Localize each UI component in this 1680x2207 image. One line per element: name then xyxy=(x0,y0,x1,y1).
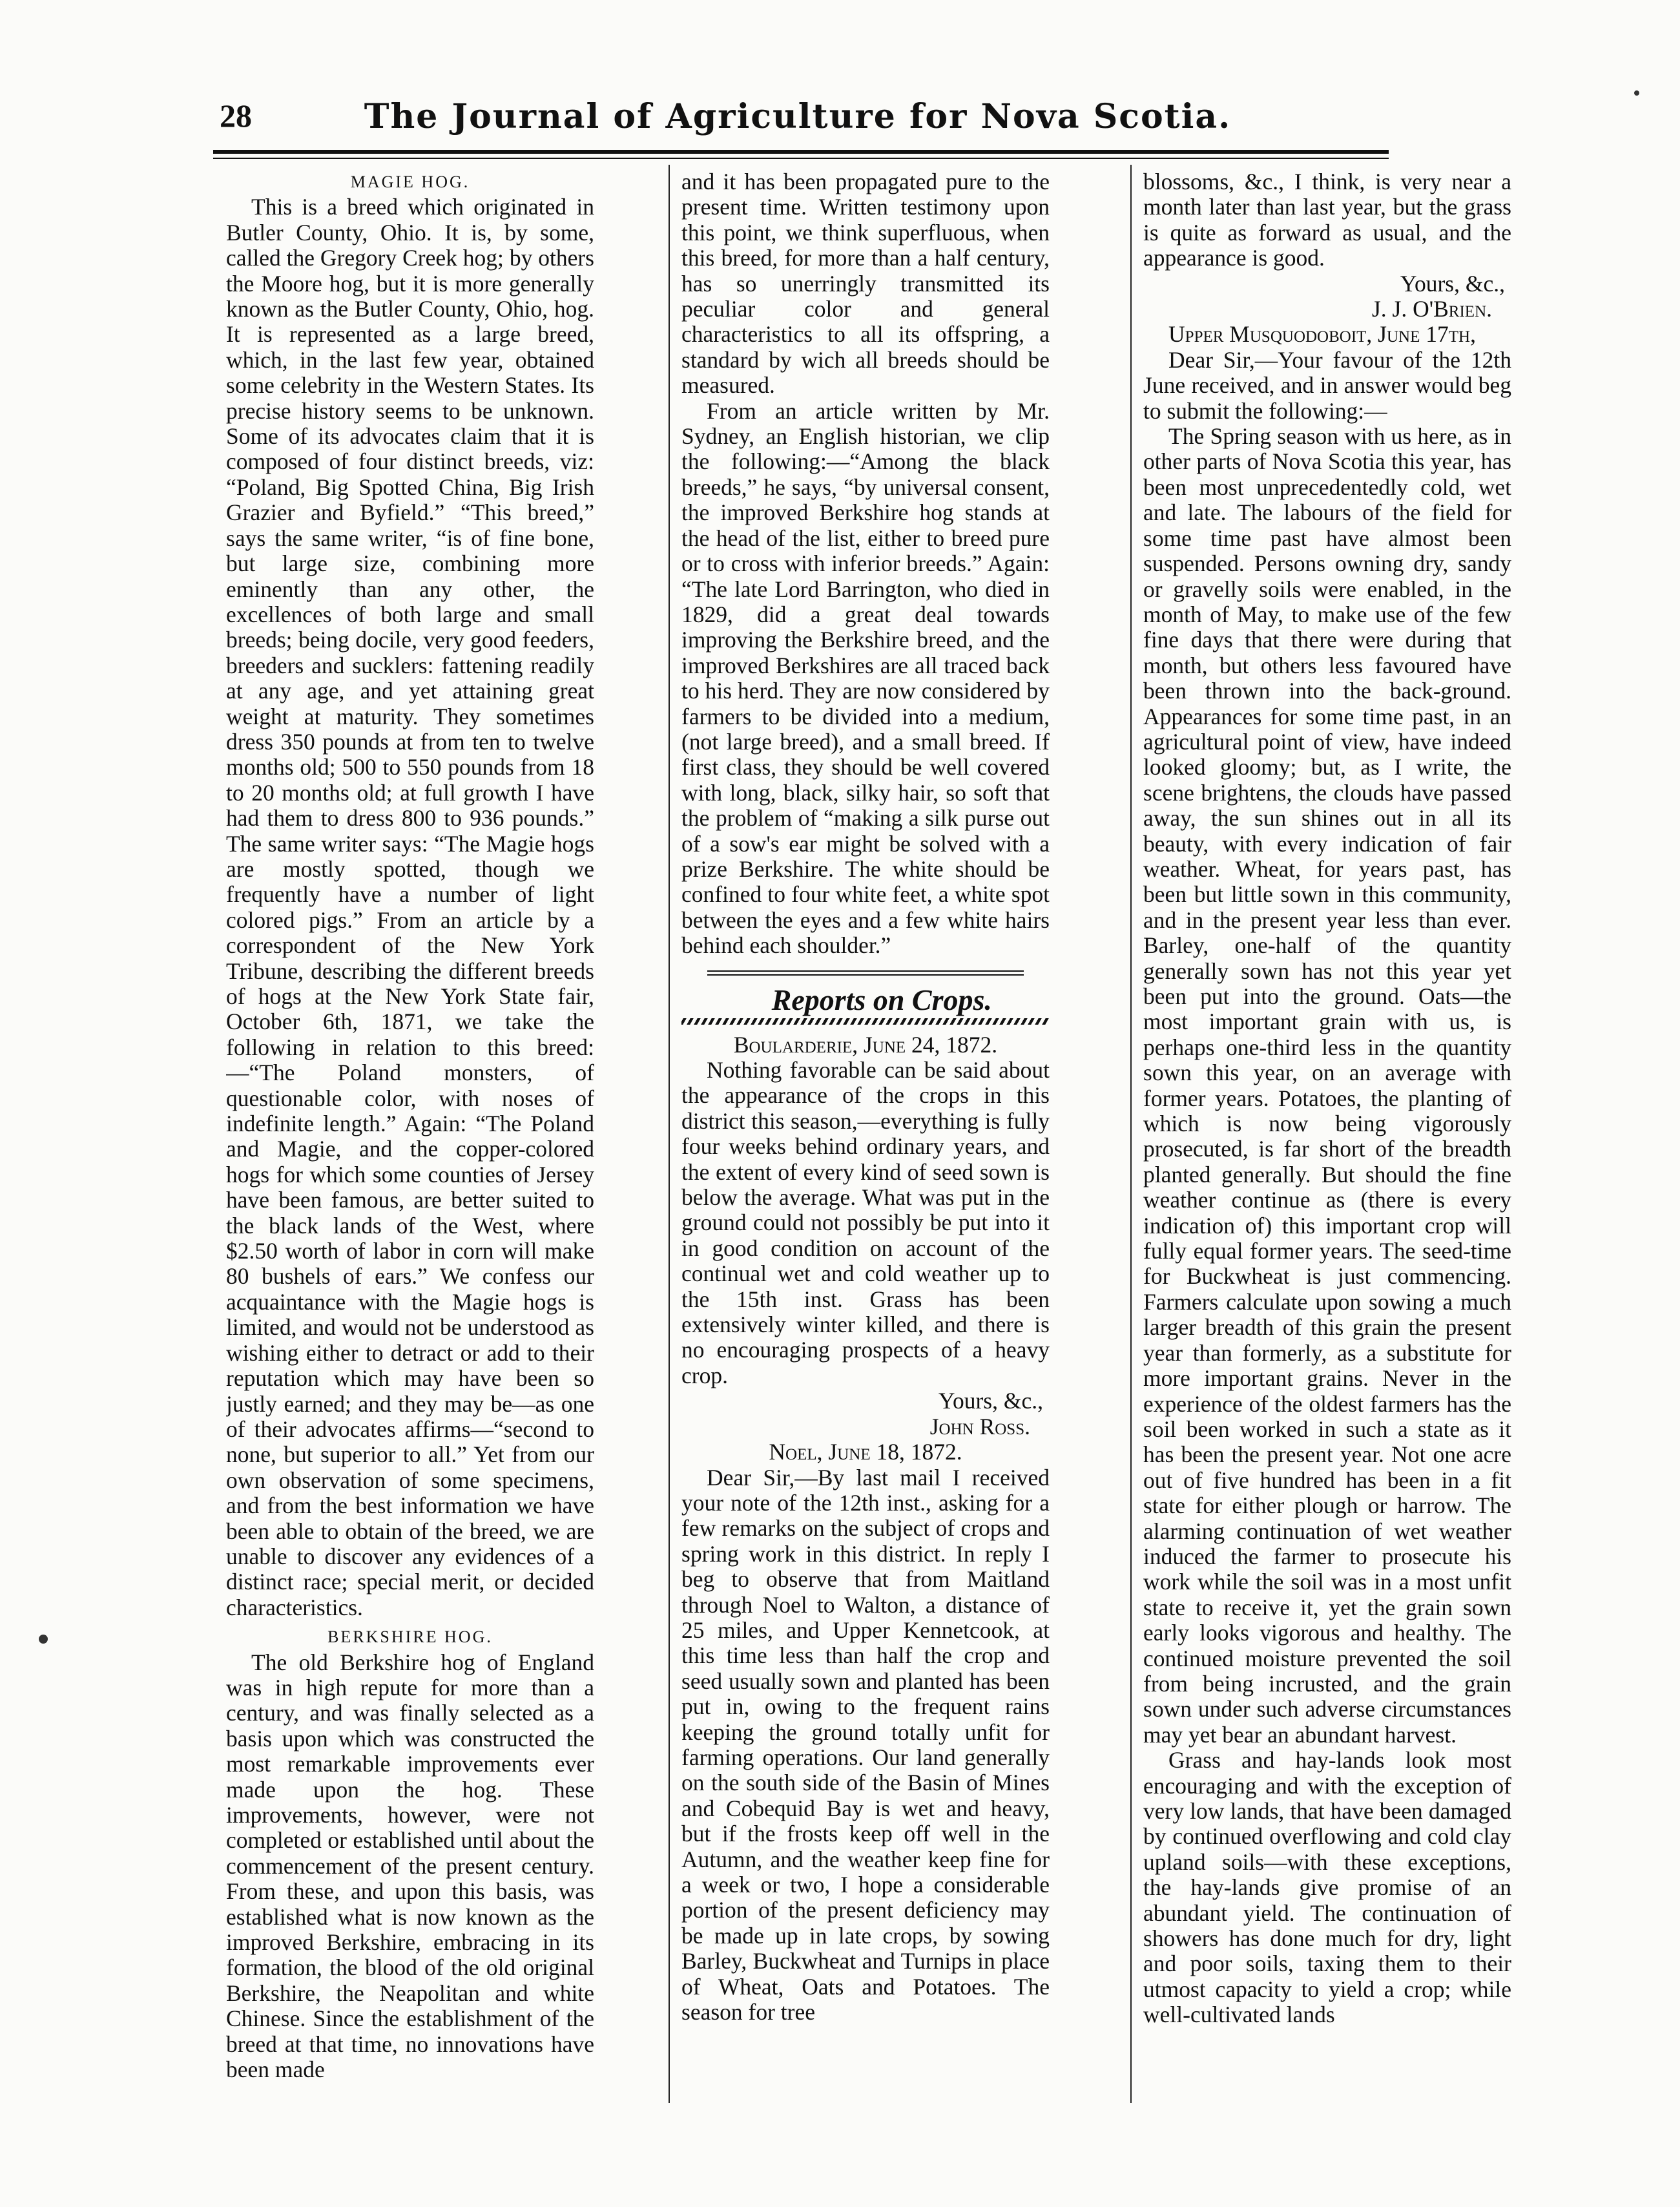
print-speck xyxy=(1634,90,1639,96)
column-3 xyxy=(1143,169,1511,2101)
paragraph: The old Berkshire hog of England was in high repute for more than a century, and was finally selected as a basis upon which was constructed the most remarkable improvements ever made upon the hog. These improvements, however, were not completed or established until about the commencement of the present century. From these, and upon this basis, was established what is now known as the improved Berkshire, embracing in its formation, the blood of the old original Berkshire, the Neapolitan and white Chinese. Since the establishment of the breed at that time, no innovations have been made xyxy=(226,1649,594,2083)
column-divider xyxy=(1130,165,1132,2103)
column-divider xyxy=(669,165,670,2103)
dateline: Boularderie, June 24, 1872. xyxy=(733,1031,998,1058)
column-2 xyxy=(681,169,1050,2101)
header-rule xyxy=(213,150,1389,154)
paragraph: Grass and hay-lands look most encouraging and with the exception of very low lands, that have been damaged by continued overflowing and cold clay upland soils—with these exceptions, the hay-lands give promise of an abundant yield. The continuation of showers has done much for dry, light and poor soils, taxing them to their utmost capacity to yield a crop; while well-cultivated lands xyxy=(1143,1747,1511,2028)
column-1 xyxy=(226,169,594,2101)
ornamental-rule xyxy=(681,1018,1050,1025)
paragraph: blossoms, &c., I think, is very near a month later than last year, but the grass is quite as forward as usual, and the appearance is good. xyxy=(1143,169,1511,271)
letter-signature: John Ross. xyxy=(929,1413,1030,1439)
dateline: Upper Musquodoboit, June 17th, xyxy=(1168,321,1476,348)
paragraph: Dear Sir,—Your favour of the 12th June received, and in answer would beg to submit the following:— xyxy=(1143,346,1511,424)
section-divider xyxy=(707,970,1024,976)
paragraph: and it has been propagated pure to the present time. Written testimony upon this point, we think superfluous, when this breed, for more than a half century, has so unerringly transmitted its peculiar color and general characteristics to all its offspring, a standard by wich all breeds should be measured. xyxy=(681,169,1050,399)
paragraph: The Spring season with us here, as in other parts of Nova Scotia this year, has been most unprecedentedly cold, wet and late. The labours of the field for some time past have almost been suspended. Persons owning dry, sandy or gravelly soils were enabled, in the month of May, to make use of the few fine days that there were during that month, but others less favoured have been thrown into the back-ground. Appearances for some time past, in an agricultural point of view, have indeed looked gloomy; but, as I write, the scene brightens, the clouds have passed away, the sun shines out in all its beauty, with every indication of fair weather. Wheat, for years past, has been but little sown in this community, and in the present year less than ever. Barley, one-half of the quantity generally sown has not this year yet been put into the ground. Oats—the most important grain with us, is perhaps one-third less in the quantity sown this year, on an average with former years. Potatoes, the planting of which is now being vigorously prosecuted, is far short of the breadth planted generally. But should the fine weather continue as (there is every indication of) this important crop will fully equal former years. The seed-time for Buckwheat is just commencing. Farmers calculate upon sowing a much larger breadth of this grain the present year than formerly, as a substitute for more important grains. Never in the experience of the oldest farmers has the soil been worked in such a state as it has been the present year. Not one acre out of five hundred has been in a fit state for either plough or harrow. The alarming continuation of wet weather induced the farmer to prosecute his work while the soil was in a most unfit state to receive it, yet the grain sown early looks vigorous and healthy. The continued moisture prevented the soil from being incrusted, and the grain sown under such adverse circumstances may yet bear an abundant harvest. xyxy=(1143,423,1511,1748)
section-heading-magie-hog: MAGIE HOG. xyxy=(350,173,470,191)
letter-closing: Yours, &c., xyxy=(1400,270,1505,297)
page-header xyxy=(213,97,1382,142)
print-speck xyxy=(39,1635,48,1644)
letter-closing: Yours, &c., xyxy=(938,1388,1043,1414)
section-title-reports-on-crops: Reports on Crops. xyxy=(771,983,992,1016)
journal-title: The Journal of Agriculture for Nova Scotia. xyxy=(364,97,1232,136)
page-number: 28 xyxy=(220,98,252,134)
paragraph: This is a breed which originated in Butler County, Ohio. It is, by some, called the Gregory Creek hog; by others the Moore hog, but it is more generally known as the Butler County, Ohio, hog. It is represented as a large breed, which, in the last few year, obtained some celebrity in the Western States. Its precise history seems to be unknown. Some of its advocates claim that it is composed of four distinct breeds, viz: “Poland, Big Spotted China, Big Irish Grazier and Byfield.” “This breed,” says the same writer, “is of fine bone, but large size, combining more eminently than any other, the excellences of both large and small breeds; being docile, very good feeders, breeders and sucklers: fattening readily at any age, and yet attaining great weight at maturity. They sometimes dress 350 pounds at from ten to twelve months old; 500 to 550 pounds from 18 to 20 months old; at full growth I have had them to dress 800 to 936 pounds.” The same writer says: “The Magie hogs are mostly spotted, though we frequently have a number of light colored pigs.” From an article by a correspondent of the New York Tribune, describing the different breeds of hogs at the New York State fair, October 6th, 1871, we take the following in relation to this breed:—“The Poland monsters, of questionable color, with noses of indefinite length.” Again: “The Poland and Magie, and the copper-colored hogs for which some counties of Jersey have been famous, are better suited to the black lands of the West, where $2.50 worth of labor in corn will make 80 bushels of ears.” We confess our acquaintance with the Magie hogs is limited, and would not be understood as wishing either to detract or add to their reputation which may have been so justly earned; and they may be—as one of their advocates affirms—“second to none, but superior to all.” Yet from our own observation of some specimens, and from the best information we have been able to obtain of the breed, we are unable to discover any evidences of a distinct race; special merit, or decided characteristics. xyxy=(226,194,594,1620)
dateline: Noel, June 18, 1872. xyxy=(769,1439,962,1465)
section-heading-berkshire-hog: BERKSHIRE HOG. xyxy=(327,1627,493,1647)
paragraph: Nothing favorable can be said about the appearance of the crops in this district this season,—everything is fully four weeks behind ordinary years, and the extent of every kind of seed sown is below the average. What was put in the ground could not possibly be put into it in good condition on account of the continual wet and cold weather up to the 15th inst. Grass has been extensively winter killed, and there is no encouraging prospects of a heavy crop. xyxy=(681,1057,1050,1388)
paragraph: From an article written by Mr. Sydney, an English historian, we clip the following:—“Among the black breeds,” he says, “by universal consent, the improved Berkshire hog stands at the head of the list, either to breed pure or to cross with inferior breeds.” Again: “The late Lord Barrington, who died in 1829, did a great deal towards improving the Berkshire breed, and the improved Berkshires are all traced back to his herd. They are now considered by farmers to be divided into a medium, (not large breed), and a small breed. If first class, they should be well covered with long, black, silky hair, so soft that the problem of “making a silk purse out of a sow's ear might be solved with a prize Berkshire. The white should be confined to four white feet, a white spot between the eyes and a few white hairs behind each shoulder.” xyxy=(681,397,1050,959)
paragraph: Dear Sir,—By last mail I received your note of the 12th inst., asking for a few remarks on the subject of crops and spring work in this district. In reply I beg to observe that from Maitland through Noel to Walton, a distance of 25 miles, and Upper Kennetcook, at this time less than half the crop and seed usually sown and planted has been put in, owing to the frequent rains keeping the ground totally unfit for farming operations. Our land generally on the south side of the Basin of Mines and Cobequid Bay is wet and heavy, but if the frosts keep off well in the Autumn, and the weather keep fine for a week or two, I hope a considerable portion of the present deficiency may be made up in late crops, by sowing Barley, Buckwheat and Turnips in place of Wheat, Oats and Potatoes. The season for tree xyxy=(681,1464,1050,2025)
header-rule-thin xyxy=(213,158,1389,159)
letter-signature: J. J. O'Brien. xyxy=(1371,296,1492,322)
